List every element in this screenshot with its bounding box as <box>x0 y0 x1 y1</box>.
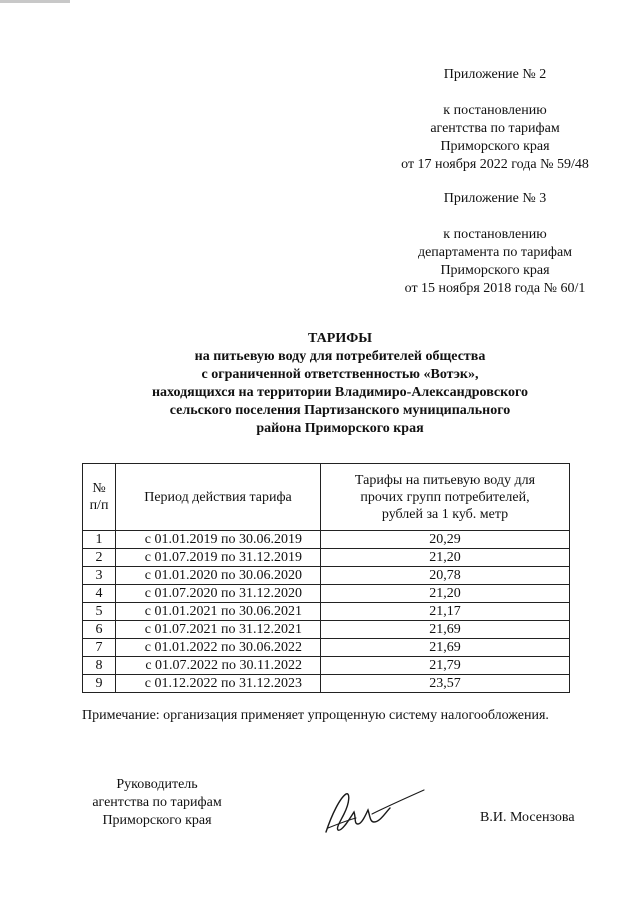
row-tariff: 20,29 <box>321 531 570 549</box>
header-tariff-line: Тарифы на питьевую воду для <box>354 472 536 488</box>
row-tariff: 20,78 <box>321 567 570 585</box>
table-row <box>83 585 570 603</box>
appendix-2-title: Приложение № 2 <box>443 67 547 82</box>
header-tariff-line: рублей за 1 куб. метр <box>381 506 509 522</box>
row-tariff: 21,69 <box>321 621 570 639</box>
row-number: 2 <box>83 549 116 567</box>
row-tariff: 21,79 <box>321 657 570 675</box>
row-number: 5 <box>83 603 116 621</box>
appendix-3-line: Приморского края <box>440 263 550 278</box>
appendix-2-block <box>370 66 620 174</box>
title-line: с ограниченной ответственностью «Вотэк», <box>201 367 479 382</box>
row-period: с 01.07.2020 по 31.12.2020 <box>116 585 321 603</box>
title-line: района Приморского края <box>256 421 424 436</box>
signatory-role-line: Руководитель <box>116 777 198 792</box>
row-number: 4 <box>83 585 116 603</box>
row-period: с 01.01.2021 по 30.06.2021 <box>116 603 321 621</box>
row-period: с 01.01.2019 по 30.06.2019 <box>116 531 321 549</box>
signatory-role-line: агентства по тарифам <box>92 795 222 810</box>
row-number: 9 <box>83 675 116 693</box>
appendix-2-line: агентства по тарифам <box>430 121 560 136</box>
row-period: с 01.12.2022 по 31.12.2023 <box>116 675 321 693</box>
row-number: 6 <box>83 621 116 639</box>
scan-corner-mark <box>0 0 70 3</box>
row-period: с 01.07.2019 по 31.12.2019 <box>116 549 321 567</box>
row-period: с 01.07.2021 по 31.12.2021 <box>116 621 321 639</box>
appendix-2-line: от 17 ноября 2022 года № 59/48 <box>401 157 589 172</box>
row-tariff: 21,69 <box>321 639 570 657</box>
table-row <box>83 603 570 621</box>
header-number <box>83 464 116 531</box>
table-row <box>83 657 570 675</box>
appendix-3-line: от 15 ноября 2018 года № 60/1 <box>404 281 586 296</box>
appendix-3-title: Приложение № 3 <box>443 191 547 206</box>
row-number: 8 <box>83 657 116 675</box>
table-row <box>83 531 570 549</box>
row-tariff: 23,57 <box>321 675 570 693</box>
appendix-3-line: к постановлению <box>443 227 547 242</box>
appendix-3-block <box>370 190 620 298</box>
table-row <box>83 549 570 567</box>
signatory-role <box>82 776 232 830</box>
document-title <box>40 330 640 438</box>
header-period: Период действия тарифа <box>116 464 321 531</box>
title-line: на питьевую воду для потребителей общества <box>194 349 486 364</box>
header-number-line: п/п <box>89 498 109 513</box>
title-line: ТАРИФЫ <box>308 331 372 346</box>
row-number: 1 <box>83 531 116 549</box>
row-number: 7 <box>83 639 116 657</box>
row-tariff: 21,20 <box>321 549 570 567</box>
row-period: с 01.07.2022 по 30.11.2022 <box>116 657 321 675</box>
appendix-2-line: Приморского края <box>440 139 550 154</box>
appendix-2-line: к постановлению <box>443 103 547 118</box>
tax-note: Примечание: организация применяет упрощенную систему налогообложения. <box>82 708 549 723</box>
row-period: с 01.01.2020 по 30.06.2020 <box>116 567 321 585</box>
table-header-row <box>83 464 570 531</box>
header-tariff <box>321 464 570 531</box>
signatory-name: В.И. Мосензова <box>480 810 575 825</box>
row-number: 3 <box>83 567 116 585</box>
row-period: с 01.01.2022 по 30.06.2022 <box>116 639 321 657</box>
row-tariff: 21,20 <box>321 585 570 603</box>
header-number-line: № <box>92 481 106 496</box>
table-row <box>83 675 570 693</box>
handwritten-signature <box>320 784 430 844</box>
signatory-role-line: Приморского края <box>102 813 212 828</box>
header-tariff-line: прочих групп потребителей, <box>360 489 530 505</box>
table-row <box>83 621 570 639</box>
title-line: сельского поселения Партизанского муниципального <box>169 403 511 418</box>
table-row <box>83 639 570 657</box>
title-line: находящихся на территории Владимиро-Александровского <box>151 385 529 400</box>
appendix-3-line: департамента по тарифам <box>417 245 573 260</box>
row-tariff: 21,17 <box>321 603 570 621</box>
tariff-table <box>82 463 570 693</box>
table-row <box>83 567 570 585</box>
